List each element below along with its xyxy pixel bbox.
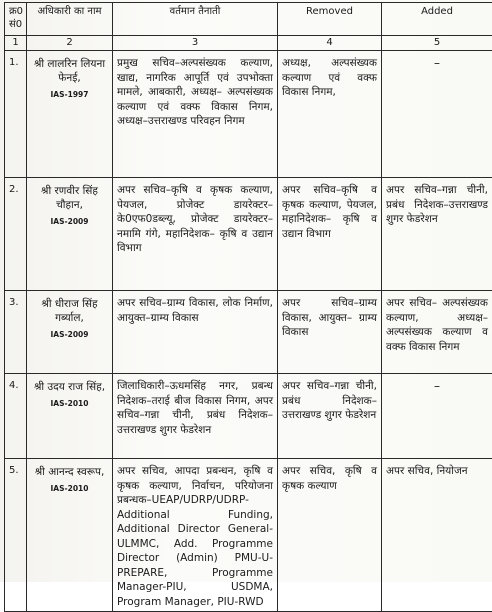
ias-batch: IAS-1997 <box>31 88 108 102</box>
officer-transfer-table <box>4 2 492 612</box>
current-posting-cell: अपर सचिव–ग्राम्य विकास, लोक निर्माण, आयुक्त–ग्राम्य विकास <box>113 291 278 374</box>
officer-name-cell <box>27 374 113 459</box>
added-cell: – <box>382 51 492 178</box>
column-number-row <box>5 36 492 51</box>
row-serial-number: 4. <box>5 374 27 459</box>
removed-cell: अपर सचिव, कृषि व कृषक कल्याण <box>278 459 382 612</box>
officer-name-cell <box>27 178 113 291</box>
current-posting-cell: अपर सचिव–कृषि व कृषक कल्याण, पेयजल, प्रोजेक्ट डायरेक्टर–के0एफ0डब्ल्यू, प्रोजेक्ट डायरेक्टर–नमामि गंगे, महानिदेशक– कृषि व उद्यान विभाग <box>113 178 278 291</box>
ias-batch: IAS-2010 <box>31 482 108 496</box>
header-officer-name: अधिकारी का नाम <box>27 3 113 36</box>
header-row <box>5 3 492 36</box>
officer-name: श्री रणवीर सिंह चौहान, <box>41 185 98 211</box>
header-removed: Removed <box>278 3 382 36</box>
officer-name: श्री आनन्द स्वरूप, <box>35 466 105 478</box>
current-posting-cell: अपर सचिव, आपदा प्रबन्धन, कृषि व कृषक कल्याण, निर्वाचन, परियोजना प्रबन्धक–UEAP/UDRP/UDRP-Additional Funding, Additional Director General-ULMMC, Add. Programme Director (Admin) PMU-U-PREPARE, Programme Manager-PIU, USDMA, Program Manager, PIU-RWD <box>113 459 278 612</box>
officer-name-cell <box>27 51 113 178</box>
table-row <box>5 374 492 459</box>
table-row <box>5 51 492 178</box>
added-cell: अपर सचिव– अल्पसंख्यक कल्याण, अध्यक्ष–अल्पसंख्यक कल्याण व वक्फ विकास निगम <box>382 291 492 374</box>
removed-cell: अध्यक्ष, अल्पसंख्यक कल्याण एवं वक्फ विकास निगम, <box>278 51 382 178</box>
added-cell: अपर सचिव–गन्ना चीनी, प्रबंध निदेशक–उत्तराखण्ड शुगर फेडरेशन <box>382 178 492 291</box>
column-number: 3 <box>113 36 278 51</box>
ias-batch: IAS-2009 <box>31 215 108 229</box>
removed-cell: अपर सचिव–ग्राम्य विकास, आयुक्त– ग्राम्य विकास <box>278 291 382 374</box>
column-number: 4 <box>278 36 382 51</box>
officer-name: श्री उदय राज सिंह, <box>34 381 105 393</box>
current-posting-cell: प्रमुख सचिव–अल्पसंख्यक कल्याण, खाद्य, नागरिक आपूर्ति एवं उपभोक्ता मामले, आबकारी, अध्यक्ष– अल्पसंख्यक कल्याण एवं वक्फ विकास निगम, अध्यक्ष–उत्तराखण्ड परिवहन निगम <box>113 51 278 178</box>
ias-batch: IAS-2010 <box>31 397 108 411</box>
current-posting-cell: जिलाधिकारी–ऊधमसिंह नगर, प्रबन्ध निदेशक–तराई बीज विकास निगम, अपर सचिव–गन्ना चीनी, प्रबंध निदेशक–उत्तराखण्ड शुगर फेडरेशन <box>113 374 278 459</box>
row-serial-number: 3. <box>5 291 27 374</box>
row-serial-number: 5. <box>5 459 27 612</box>
header-added: Added <box>382 3 492 36</box>
row-serial-number: 1. <box>5 51 27 178</box>
officer-name: श्री लालरिन लियना फेनई, <box>34 58 105 84</box>
header-serial-number: क्र0 सं0 <box>5 3 27 36</box>
table-row <box>5 291 492 374</box>
added-cell: – <box>382 374 492 459</box>
column-number: 2 <box>27 36 113 51</box>
table-row <box>5 459 492 612</box>
row-serial-number: 2. <box>5 178 27 291</box>
header-current-posting: वर्तमान तैनाती <box>113 3 278 36</box>
column-number: 5 <box>382 36 492 51</box>
officer-name-cell <box>27 291 113 374</box>
ias-batch: IAS-2009 <box>31 328 108 342</box>
removed-cell: अपर सचिव–गन्ना चीनी, प्रबंध निदेशक– उत्तराखण्ड शुगर फेडरेशन <box>278 374 382 459</box>
officer-name-cell <box>27 459 113 612</box>
table-row <box>5 178 492 291</box>
column-number: 1 <box>5 36 27 51</box>
removed-cell: अपर सचिव–कृषि व कृषक कल्याण, पेयजल, महानिदेशक– कृषि व उद्यान विभाग <box>278 178 382 291</box>
added-cell: अपर सचिव, नियोजन <box>382 459 492 612</box>
officer-name: श्री धीराज सिंह गर्ब्याल, <box>41 298 97 324</box>
